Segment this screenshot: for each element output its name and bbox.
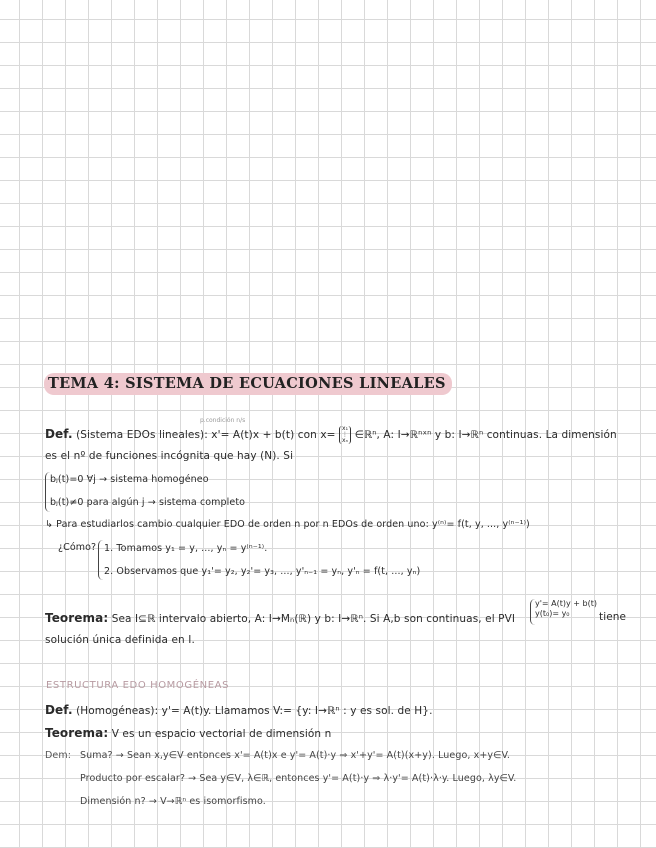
definition-line [45,426,617,444]
pvi-initial: y(t₀)= y₀ [535,609,570,618]
dem-line-3: Dimensión n? → V→ℝⁿ es isomorfismo. [80,796,266,807]
steps-brace [98,540,103,580]
annotation: p.condición n/s [200,417,246,424]
def-text: (Homogéneas): y'= A(t)y. Llamamos V:= {y: I→ℝⁿ : y es sol. de H}. [76,705,433,717]
dem-line-2: Producto por escalar? → Sea y∈V, λ∈ℝ, entonces y'= A(t)·y ⇒ λ·y'= A(t)·λ·y. Luego, λy∈V. [80,773,517,784]
theorem-text: V es un espacio vectorial de dimensión n [111,728,332,740]
dem-line-1: Suma? → Sean x,y∈V entonces x'= A(t)x e y'= A(t)·y ⇒ x'+y'= A(t)(x+y). Luego, x+y∈V. [80,750,511,761]
def-text-after: ∈ℝⁿ, A: I→ℝⁿˣⁿ y b: I→ℝⁿ continuas. La dimensión [354,429,617,441]
vector-entry: xₙ [341,437,349,444]
theorem-line [45,611,515,625]
theorem-text: Sea I⊆ℝ intervalo abierto, A: I→Mₙ(ℝ) y b: I→ℝⁿ. Si A,b son continuas, el PVI [111,613,516,625]
def-label: Def. [45,427,73,441]
vector-entry: x₁ [341,425,349,432]
dem-label: Dem: [45,750,72,761]
vector-entry: ⋮ [342,431,349,438]
pvi-system [535,599,597,619]
definition-2-line [45,703,433,717]
theorem-label: Teorema: [45,611,109,625]
theorem-line-2: solución única definida en I. [45,634,195,646]
definition-line-5: ↳ Para estudiarlos cambio cualquier EDO de orden n por n EDOs de orden uno: y⁽ⁿ⁾= f(t, y, ..., y⁽ⁿ⁻¹⁾) [45,519,530,530]
case-homogeneous: bⱼ(t)=0 ∀j → sistema homogéneo [50,474,209,485]
step-1: 1. Tomamos y₁ = y, ..., yₙ = y⁽ⁿ⁻¹⁾. [104,543,268,554]
theorem-2-line [45,726,331,740]
como-label: ¿Cómo? [58,542,97,553]
theorem-label: Teorema: [45,726,109,740]
def-label: Def. [45,703,73,717]
vector-x [339,426,351,444]
case-complete: bⱼ(t)≠0 para algún j → sistema completo [50,497,246,508]
pvi-equation: y'= A(t)y + b(t) [535,599,598,608]
page-title: TEMA 4: SISTEMA DE ECUACIONES LINEALES [44,373,452,395]
theorem-tail: tiene [599,611,627,623]
section-heading: ESTRUCTURA EDO HOMOGÉNEAS [46,680,230,691]
def-text: (Sistema EDOs lineales): x'= A(t)x + b(t) con x= [76,429,336,441]
step-2: 2. Observamos que y₁'= y₂, y₂'= y₃, ..., y'ₙ₋₁ = yₙ, y'ₙ = f(t, ..., yₙ) [104,566,421,577]
definition-line-2: es el nº de funciones incógnita que hay (N). Si [45,450,294,462]
